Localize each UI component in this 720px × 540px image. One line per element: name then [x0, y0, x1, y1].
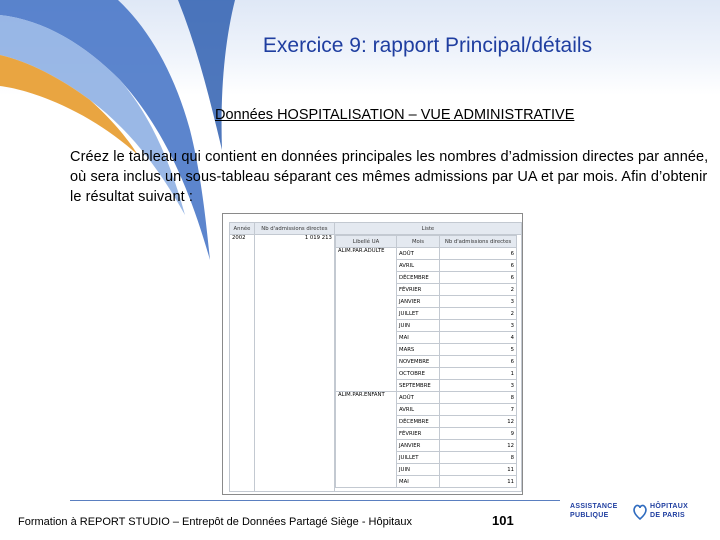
cell-mois: JUILLET	[397, 452, 440, 464]
sub-header-mois: Mois	[397, 236, 440, 248]
cell-libelle-ua: ALIM.PAR.ENFANT	[336, 392, 397, 488]
heart-hands-icon	[632, 503, 648, 521]
detail-sub-table	[335, 235, 517, 488]
cell-nb-admissions: 6	[440, 356, 517, 368]
cell-annee: 2002	[230, 235, 255, 492]
cell-nb-admissions: 6	[440, 260, 517, 272]
slide-title: Exercice 9: rapport Principal/détails	[262, 34, 593, 57]
cell-mois: DÉCEMBRE	[397, 416, 440, 428]
cell-mois: JUIN	[397, 320, 440, 332]
cell-nb-admissions: 8	[440, 452, 517, 464]
cell-nb-admissions: 12	[440, 440, 517, 452]
logo-left-text: ASSISTANCE PUBLIQUE	[570, 503, 618, 519]
cell-mois: SEPTEMBRE	[397, 380, 440, 392]
cell-nb-admissions: 5	[440, 344, 517, 356]
cell-nb-admissions: 2	[440, 284, 517, 296]
sub-header-nb: Nb d'admissions directes	[440, 236, 517, 248]
cell-nb-admissions: 3	[440, 296, 517, 308]
slide-subtitle: Données HOSPITALISATION – VUE ADMINISTRATIVE	[215, 107, 575, 123]
table-row	[336, 248, 517, 260]
cell-nb-admissions: 3	[440, 320, 517, 332]
logo-right-text: HÔPITAUX DE PARIS	[650, 503, 689, 519]
cell-mois: NOVEMBRE	[397, 356, 440, 368]
sub-header-ua: Libellé UA	[336, 236, 397, 248]
header-liste: Liste	[334, 223, 521, 235]
cell-mois: AOÛT	[397, 392, 440, 404]
header-nb-admissions: Nb d'admissions directes	[254, 223, 334, 235]
page-number: 101	[492, 513, 514, 528]
cell-mois: FÉVRIER	[397, 284, 440, 296]
cell-libelle-ua: ALIM.PAR.ADULTE	[336, 248, 397, 392]
cell-nb-admissions: 11	[440, 476, 517, 488]
cell-mois: AOÛT	[397, 248, 440, 260]
cell-mois: JANVIER	[397, 296, 440, 308]
cell-mois: OCTOBRE	[397, 368, 440, 380]
footer-text: Formation à REPORT STUDIO – Entrepôt de Données Partagé Siège - Hôpitaux	[18, 516, 412, 528]
aphp-logo	[570, 500, 710, 528]
cell-nb-admissions: 9	[440, 428, 517, 440]
cell-nb-admissions: 11	[440, 464, 517, 476]
cell-nb-admissions: 1	[440, 368, 517, 380]
cell-nb-total: 1 019 213	[254, 235, 334, 492]
cell-nb-admissions: 6	[440, 272, 517, 284]
cell-nb-admissions: 4	[440, 332, 517, 344]
cell-nb-admissions: 8	[440, 392, 517, 404]
cell-mois: AVRIL	[397, 260, 440, 272]
cell-mois: MAI	[397, 476, 440, 488]
cell-nb-admissions: 2	[440, 308, 517, 320]
instruction-text: Créez le tableau qui contient en données principales les nombres d’admission directes par année, où sera inclus un sous-tableau séparant ces mêmes admissions par UA et par mois. Afin d’obtenir le résultat suivant :	[70, 149, 709, 205]
cell-mois: FÉVRIER	[397, 428, 440, 440]
cell-nb-admissions: 6	[440, 248, 517, 260]
table-row	[336, 392, 517, 404]
cell-nb-admissions: 7	[440, 404, 517, 416]
cell-nb-admissions: 3	[440, 380, 517, 392]
cell-mois: MARS	[397, 344, 440, 356]
cell-mois: MAI	[397, 332, 440, 344]
footer-divider	[70, 500, 560, 501]
cell-mois: AVRIL	[397, 404, 440, 416]
cell-mois: DÉCEMBRE	[397, 272, 440, 284]
header-annee: Année	[230, 223, 255, 235]
cell-mois: JANVIER	[397, 440, 440, 452]
report-screenshot	[222, 213, 523, 495]
cell-mois: JUIN	[397, 464, 440, 476]
cell-mois: JUILLET	[397, 308, 440, 320]
cell-nb-admissions: 12	[440, 416, 517, 428]
